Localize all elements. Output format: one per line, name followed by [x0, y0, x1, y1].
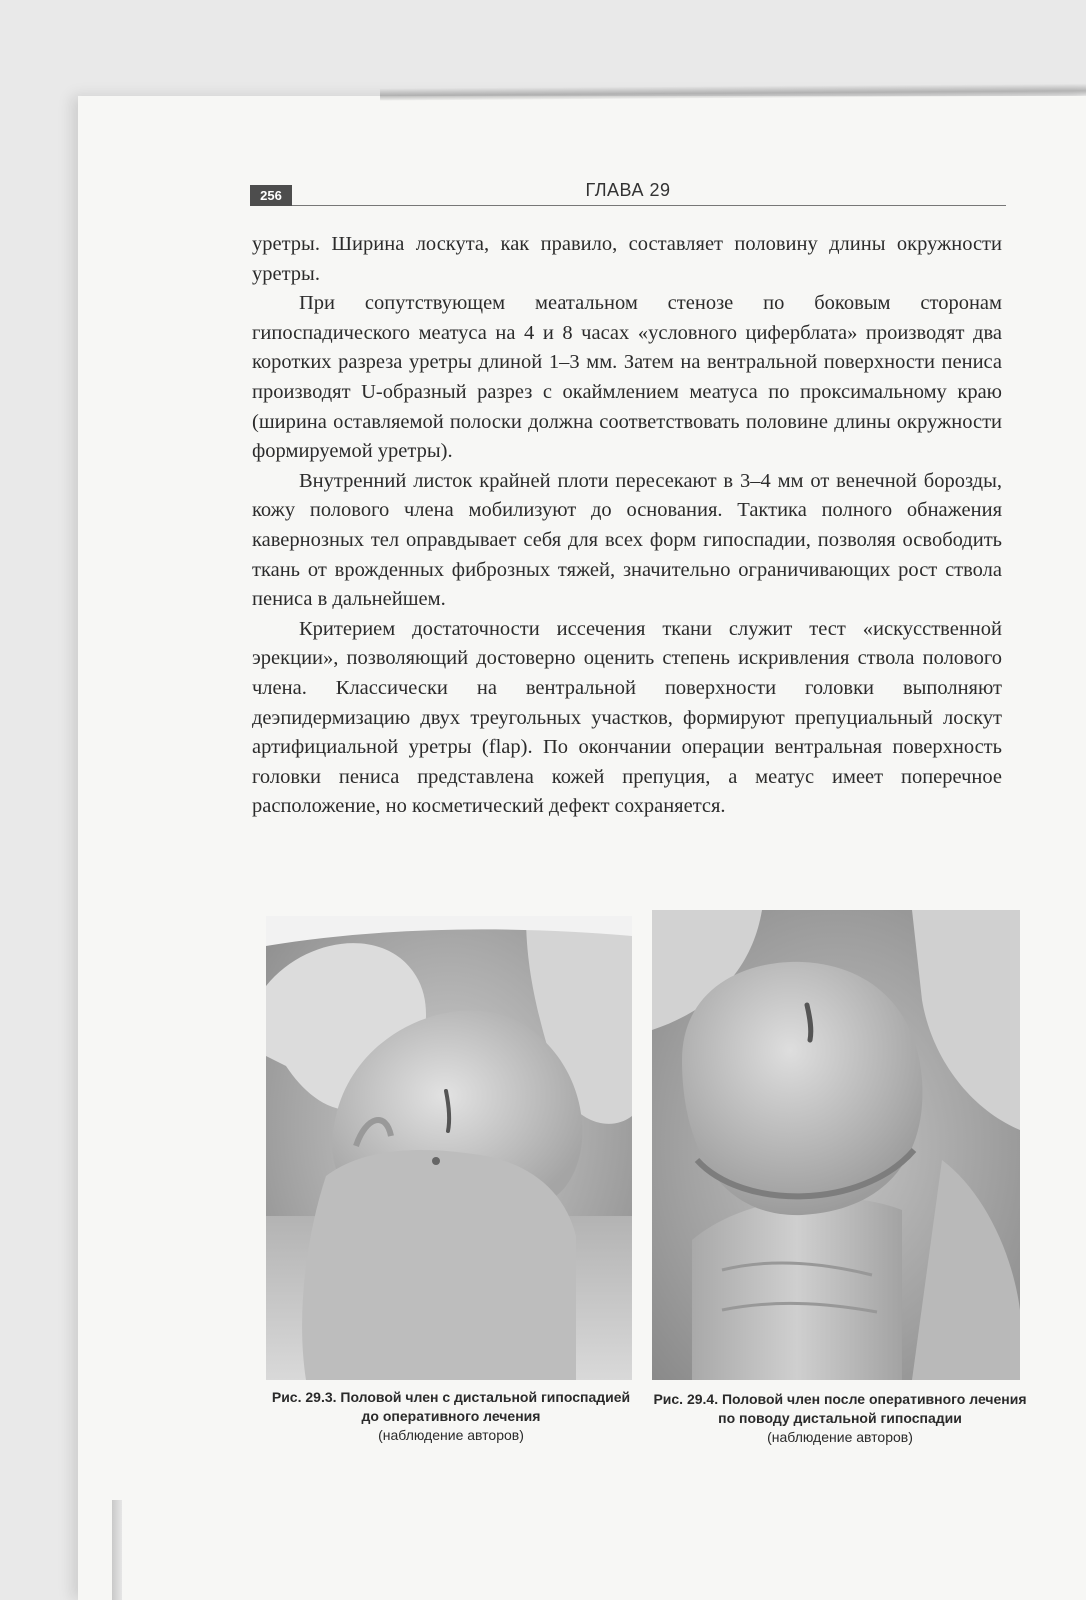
page-number: 256	[250, 185, 292, 206]
figure-caption-note: (наблюдение авторов)	[767, 1429, 913, 1445]
paragraph: Критерием достаточности иссечения ткани служит тест «искусственной эрекции», позволяющий достоверно оценить степень искривления ствола полового члена. Классически на вентральной поверхности головки выполняют деэпидермизацию двух треугольных участков, формируют препуциальный лоскут артифициальной уретры (flap). По окончании операции вентральная поверхность головки пениса представлена кожей препуция, а меатус имеет поперечное расположение, но косметический дефект сохраняется.	[252, 617, 1002, 818]
paragraph: При сопутствующем меатальном стенозе по боковым сторонам гипоспадического меатуса на 4 и 8 часах «условного циферблата» производят два коротких разреза уретры длиной 1–3 мм. Затем на вентральной поверхности пениса производят U-образный разрез с окаймлением меатуса по проксимальному краю (ширина оставляемой полоски должна соответствовать половине длины окружности формируемой уретры).	[252, 292, 1002, 463]
figure-29-4-caption	[652, 1390, 1028, 1447]
body-text	[252, 230, 1002, 822]
figure-29-4	[652, 916, 1028, 1476]
paragraph: Внутренний листок крайней плоти пересекают в 3–4 мм от венечной борозды, кожу полового члена мобилизуют до основания. Тактика полного обнажения кавернозных тел оправдывает себя для всех форм гипоспадии, позволяя освободить ткань от врожденных фиброзных тяжей, значительно ограничивающих рост ствола пениса в дальнейшем.	[252, 469, 1002, 611]
figure-caption-title: Рис. 29.3. Половой член с дистальной гипоспадией до оперативного лечения	[271, 1389, 631, 1424]
header-rule	[292, 205, 1006, 206]
figure-29-3-photo	[266, 916, 632, 1380]
figure-caption-note: (наблюдение авторов)	[378, 1427, 524, 1443]
paragraph: уретры. Ширина лоскута, как правило, составляет половину длины окружности уретры.	[252, 233, 1002, 285]
page-edge-shadow	[112, 1500, 122, 1600]
chapter-title: ГЛАВА 29	[585, 180, 671, 200]
figure-29-4-photo	[652, 910, 1020, 1380]
running-header	[250, 180, 1006, 210]
figure-29-3	[266, 916, 636, 1476]
figure-29-3-caption	[266, 1388, 636, 1445]
figure-caption-title: Рис. 29.4. Половой член после оперативного лечения по поводу дистальной гипоспадии	[653, 1391, 1027, 1426]
